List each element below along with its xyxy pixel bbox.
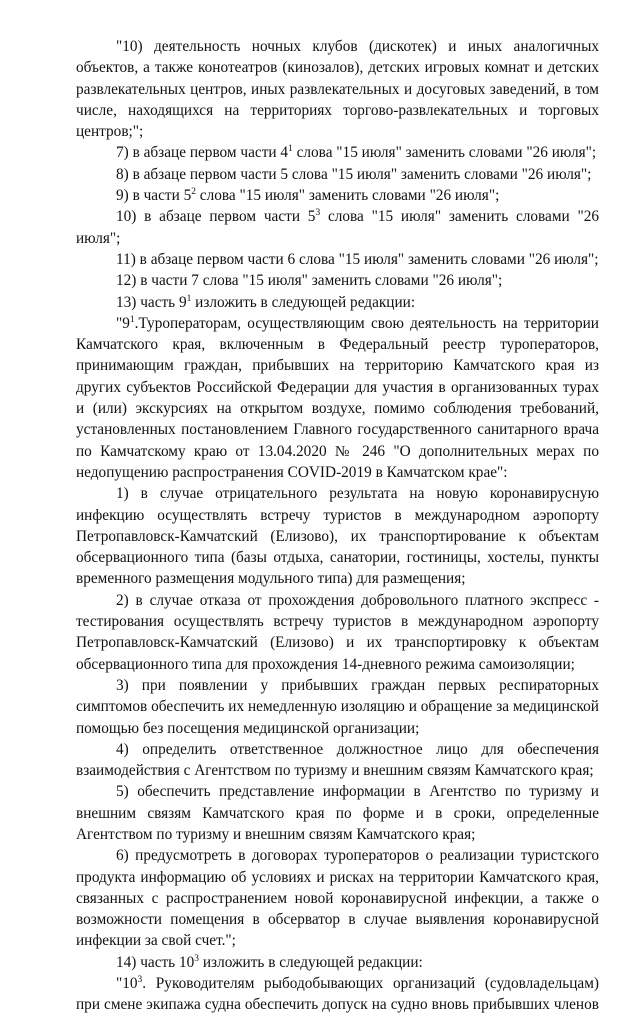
paragraph-amend-9: 9) в части $5^2$ слова "15 июля" заменить словами "26 июля"; <box>116 186 500 205</box>
paragraph-subitem-3: 3) при появлении у прибывших граждан первых респираторных симптомов обеспечить их немедленную изоляцию и обращение за медицинской помощью без посещения медицинской организации; <box>76 676 599 737</box>
paragraph-amend-11: 11) в абзаце первом части 6 слова "15 июля" заменить словами "26 июля"; <box>116 250 599 268</box>
paragraph-subitem-6: 6) предусмотреть в договорах туроператоров о реализации туристского продукта информацию об условиях и рисках на территории Камчатского края, связанных с распространением новой коронавирусной инфекции, а также о возможности помещения в обсерватор в случае выявления коронавирусной инфекции за свой счет."; <box>76 847 599 950</box>
paragraph-item-10-nightclubs: "10) деятельность ночных клубов (дискотек) и иных аналогичных объектов, а также конотеатров (кинозалов), детских игровых комнат и детских развлекательных центров, иных развлекательных и досуговых заведений, в том числе, находящихся на территориях торгово-развлекательных и торговых центров;"; <box>76 38 599 141</box>
paragraph-subitem-4: 4) определить ответственное должностное лицо для обеспечения взаимодействия с Агентством по туризму и внешним связям Камчатского края; <box>76 740 599 780</box>
paragraph-amend-14: 14) часть $10^3$ изложить в следующей редакции: <box>116 953 423 971</box>
paragraph-amend-8: 8) в абзаце первом части 5 слова "15 июля" заменить словами "26 июля"; <box>116 165 592 183</box>
paragraph-amend-10: 10) в абзаце первом части $5^3$ слова "15 июля" заменить словами "26 июля"; <box>76 208 600 247</box>
paragraph-section-9-1-tour-operators: "$9^1.Туроператорам$, осуществляющим свою деятельность на территории Камчатского края, включенным в Федеральный реестр туроператоров, принимающим граждан, прибывших на территорию Камчатского края из других субъектов Российской Федерации для участия в организованных турах и (или) экскурсиях на открытом воздухе, помимо соблюдения требований, установленных постановлением Главного государственного санитарного врача по Камчатскому краю от 13.04.2020 № 246 "О дополнительных мерах по недопущению распространения COVID-2019 в Камчатском крае": <box>76 314 599 481</box>
paragraph-amend-13: 13) часть $9^1$ изложить в следующей редакции: <box>116 293 416 311</box>
paragraph-subitem-5: 5) обеспечить представление информации в Агентство по туризму и внешним связям Камчатского края по форме и в сроки, определенные Агентством по туризму и внешним связям Камчатского края; <box>76 783 599 843</box>
paragraph-section-10-3-fishing: "$10^3$. Руководителям рыбодобывающих организаций (судовладельцам) при смене экипажа судна обеспечить допуск на судно вновь прибывших членов <box>76 974 599 1014</box>
document-body <box>76 36 599 1016</box>
paragraph-amend-7: 7) в абзаце первом части $4^1$ слова "15 июля" заменить словами "26 июля"; <box>116 144 597 162</box>
paragraph-subitem-2: 2) в случае отказа от прохождения добровольного платного экспресс - тестирования осуществлять встречу туристов в международном аэропорту Петропавловск-Камчатский (Елизово) и их транспортировку к объектам обсервационного типа для прохождения 14-дневного режима самоизоляции; <box>76 591 599 673</box>
paragraph-amend-12: 12) в части 7 слова "15 июля" заменить словами "26 июля"; <box>116 272 503 290</box>
paragraph-subitem-1: 1) в случае отрицательного результата на новую коронавирусную инфекцию осуществлять встречу туристов в международном аэропорту Петропавловск-Камчатский (Елизово), их транспортирование к объектам обсервационного типа (базы отдыха, санатории, гостиницы, хостелы, пункты временного размещения модульного типа) для размещения; <box>76 485 599 588</box>
